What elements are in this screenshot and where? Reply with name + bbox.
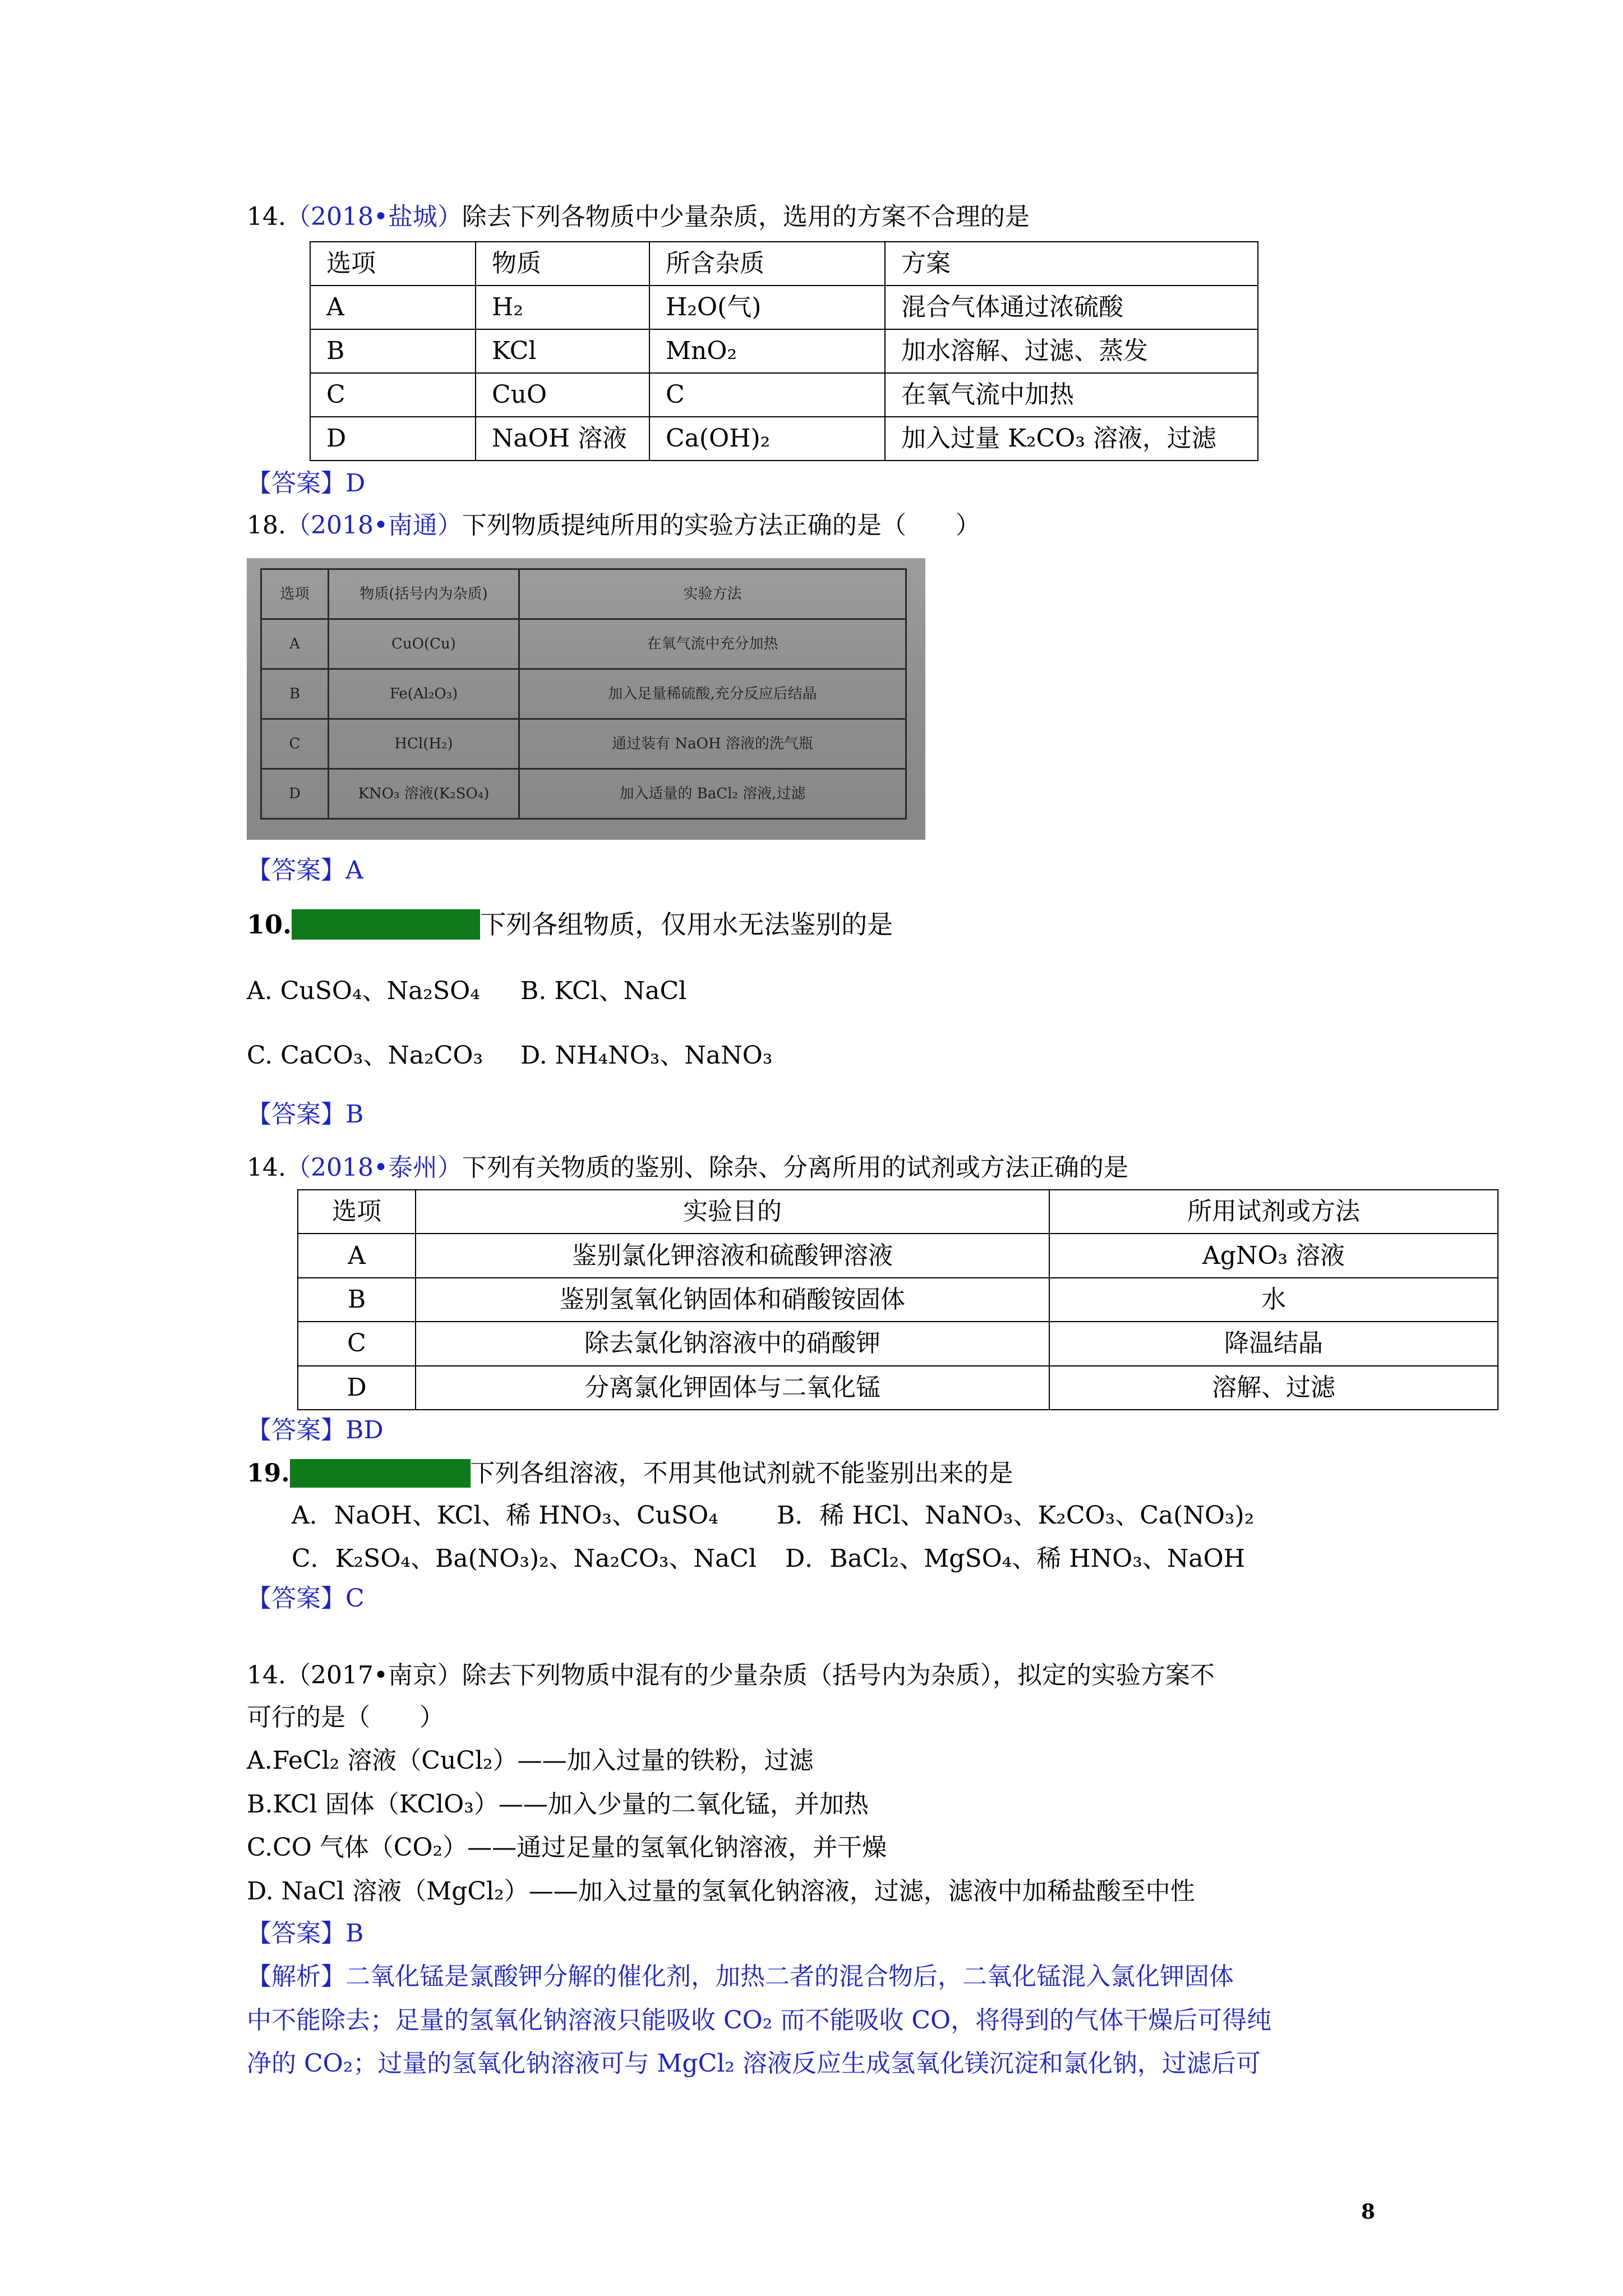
option-b: B. KCl、NaCl bbox=[520, 977, 687, 1005]
option-a: A.FeCl₂ 溶液（CuCl₂）——加入过量的铁粉，过滤 bbox=[247, 1746, 814, 1775]
table-header-row bbox=[310, 242, 1258, 286]
option-b: B．稀 HCl、NaNO₃、K₂CO₃、Ca(NO₃)₂ bbox=[777, 1501, 1255, 1530]
option-c: C. CaCO₃、Na₂CO₃ bbox=[247, 1041, 483, 1070]
table-cell: C bbox=[310, 373, 476, 417]
table-cell: H₂O(气) bbox=[649, 286, 885, 329]
table-row bbox=[310, 373, 1258, 417]
question-source: （2018•泰州） bbox=[285, 1153, 462, 1182]
table-cell: 物质 bbox=[476, 242, 649, 286]
q4-stem-line bbox=[247, 1153, 1128, 1182]
table-cell: D bbox=[261, 769, 329, 819]
table-cell: Fe(Al₂O₃) bbox=[329, 669, 519, 719]
table-row bbox=[310, 329, 1258, 373]
table-cell: 混合气体通过浓硫酸 bbox=[885, 286, 1258, 329]
table-cell: CuO(Cu) bbox=[329, 619, 519, 669]
table-cell: CuO bbox=[476, 373, 649, 417]
q2-table-photo bbox=[247, 558, 925, 840]
question-number: 10. bbox=[247, 909, 292, 940]
table-cell: 选项 bbox=[298, 1190, 416, 1234]
q2-answer: 【答案】A bbox=[247, 856, 363, 885]
table-row bbox=[261, 719, 906, 769]
question-source-highlighted: （2018•镇江） bbox=[290, 1459, 471, 1488]
table-cell: 分离氯化钾固体与二氧化锰 bbox=[416, 1366, 1049, 1410]
table-cell: 加水溶解、过滤、蒸发 bbox=[885, 329, 1258, 373]
table-cell: 所用试剂或方法 bbox=[1049, 1190, 1498, 1234]
table-cell: 实验方法 bbox=[519, 569, 906, 619]
table-cell: C bbox=[649, 373, 885, 417]
q4-table bbox=[297, 1189, 1498, 1410]
table-cell: A bbox=[261, 619, 329, 669]
table-cell: B bbox=[298, 1278, 416, 1322]
table-cell: 鉴别氯化钾溶液和硫酸钾溶液 bbox=[416, 1234, 1049, 1277]
page-number: 8 bbox=[1361, 2200, 1376, 2224]
q1-table bbox=[310, 241, 1258, 461]
option-b: B.KCl 固体（KClO₃）——加入少量的二氧化锰，并加热 bbox=[247, 1790, 869, 1819]
table-cell: KNO₃ 溶液(K₂SO₄) bbox=[329, 769, 519, 819]
q1-answer: 【答案】D bbox=[247, 469, 366, 498]
question-source-highlighted: （2018•扬州） bbox=[292, 909, 480, 940]
table-header-row bbox=[298, 1190, 1498, 1234]
question-number: 19. bbox=[247, 1459, 290, 1488]
photo-table bbox=[260, 568, 907, 820]
table-cell: D bbox=[310, 417, 476, 461]
option-d: D. NH₄NO₃、NaNO₃ bbox=[520, 1041, 773, 1070]
question-number: 18. bbox=[247, 511, 286, 540]
question-stem: 下列有关物质的鉴别、除杂、分离所用的试剂或方法正确的是 bbox=[462, 1153, 1128, 1182]
table-cell: 除去氯化钠溶液中的硝酸钾 bbox=[416, 1322, 1049, 1365]
option-d: D．BaCl₂、MgSO₄、稀 HNO₃、NaOH bbox=[785, 1544, 1246, 1573]
q3-stem-line bbox=[247, 909, 893, 940]
answer-text: 【答案】B bbox=[247, 1919, 364, 1948]
question-stem: 下列各组物质，仅用水无法鉴别的是 bbox=[480, 909, 893, 940]
table-row bbox=[310, 286, 1258, 329]
table-cell: 鉴别氢氧化钠固体和硝酸铵固体 bbox=[416, 1278, 1049, 1322]
table-cell: 水 bbox=[1049, 1278, 1498, 1322]
question-number: 14. bbox=[247, 1153, 286, 1182]
q5-answer: 【答案】C bbox=[247, 1584, 365, 1613]
table-cell: 在氧气流中加热 bbox=[885, 373, 1258, 417]
analysis-line-2: 中不能除去；足量的氢氧化钠溶液只能吸收 CO₂ 而不能吸收 CO，将得到的气体干燥后可得纯 bbox=[247, 2006, 1272, 2035]
table-cell: MnO₂ bbox=[649, 329, 885, 373]
table-cell: 方案 bbox=[885, 242, 1258, 286]
analysis-line-3: 净的 CO₂；过量的氢氧化钠溶液可与 MgCl₂ 溶液反应生成氢氧化镁沉淀和氯化钠，过滤后可 bbox=[247, 2049, 1261, 2078]
table-row bbox=[298, 1366, 1498, 1410]
table-cell: 溶解、过滤 bbox=[1049, 1366, 1498, 1410]
question-source: （2018•南通） bbox=[285, 511, 462, 540]
table-cell: 选项 bbox=[261, 569, 329, 619]
q3-answer: 【答案】B bbox=[247, 1100, 364, 1129]
q6-stem-line-1: 14.（2017•南京）除去下列物质中混有的少量杂质（括号内为杂质），拟定的实验方案不 bbox=[247, 1661, 1215, 1690]
table-cell: 降温结晶 bbox=[1049, 1322, 1498, 1365]
table-cell: A bbox=[298, 1234, 416, 1277]
table-cell: C bbox=[261, 719, 329, 769]
table-row bbox=[298, 1322, 1498, 1365]
q6-answer bbox=[247, 1921, 363, 1946]
question-stem: 下列物质提纯所用的实验方法正确的是（ ） bbox=[462, 511, 980, 540]
table-cell: H₂ bbox=[476, 286, 649, 329]
q6-stem-line-2: 可行的是（ ） bbox=[247, 1703, 444, 1732]
table-row bbox=[298, 1234, 1498, 1277]
table-cell: 在氧气流中充分加热 bbox=[519, 619, 906, 669]
table-cell: 加入适量的 BaCl₂ 溶液,过滤 bbox=[519, 769, 906, 819]
table-cell: A bbox=[310, 286, 476, 329]
table-header-row bbox=[261, 569, 906, 619]
table-cell: 加入足量稀硫酸,充分反应后结晶 bbox=[519, 669, 906, 719]
table-cell: 选项 bbox=[310, 242, 476, 286]
q1-stem-line bbox=[247, 205, 1030, 229]
table-cell: 通过装有 NaOH 溶液的洗气瓶 bbox=[519, 719, 906, 769]
option-c: C.CO 气体（CO₂）——通过足量的氢氧化钠溶液，并干燥 bbox=[247, 1833, 887, 1862]
table-cell: AgNO₃ 溶液 bbox=[1049, 1234, 1498, 1277]
table-row bbox=[261, 769, 906, 819]
table-cell: NaOH 溶液 bbox=[476, 417, 649, 461]
q5-stem-line bbox=[247, 1461, 1013, 1486]
analysis-line-1: 【解析】二氧化锰是氯酸钾分解的催化剂，加热二者的混合物后，二氧化锰混入氯化钾固体 bbox=[247, 1962, 1234, 1991]
table-cell: 实验目的 bbox=[416, 1190, 1049, 1234]
option-a: A. CuSO₄、Na₂SO₄ bbox=[247, 977, 480, 1005]
q2-stem-line bbox=[247, 513, 980, 538]
option-d: D. NaCl 溶液（MgCl₂）——加入过量的氢氧化钠溶液，过滤，滤液中加稀盐酸至中性 bbox=[247, 1877, 1195, 1906]
question-source: （2018•盐城） bbox=[285, 203, 462, 231]
question-stem: 下列各组溶液，不用其他试剂就不能鉴别出来的是 bbox=[470, 1459, 1013, 1488]
table-cell: KCl bbox=[476, 329, 649, 373]
table-row bbox=[261, 619, 906, 669]
question-number: 14. bbox=[247, 203, 286, 231]
table-cell: HCl(H₂) bbox=[329, 719, 519, 769]
table-cell: 加入过量 K₂CO₃ 溶液，过滤 bbox=[885, 417, 1258, 461]
table-row bbox=[310, 417, 1258, 461]
table-cell: B bbox=[261, 669, 329, 719]
table-row bbox=[298, 1278, 1498, 1322]
option-c: C．K₂SO₄、Ba(NO₃)₂、Na₂CO₃、NaCl bbox=[292, 1544, 757, 1573]
option-a: A．NaOH、KCl、稀 HNO₃、CuSO₄ bbox=[292, 1501, 718, 1530]
question-stem: 除去下列各物质中少量杂质，选用的方案不合理的是 bbox=[462, 203, 1030, 231]
table-row bbox=[261, 669, 906, 719]
table-cell: C bbox=[298, 1322, 416, 1365]
table-cell: 物质(括号内为杂质) bbox=[329, 569, 519, 619]
table-cell: Ca(OH)₂ bbox=[649, 417, 885, 461]
table-cell: D bbox=[298, 1366, 416, 1410]
q4-answer: 【答案】BD bbox=[247, 1416, 384, 1444]
table-cell: B bbox=[310, 329, 476, 373]
table-cell: 所含杂质 bbox=[649, 242, 885, 286]
